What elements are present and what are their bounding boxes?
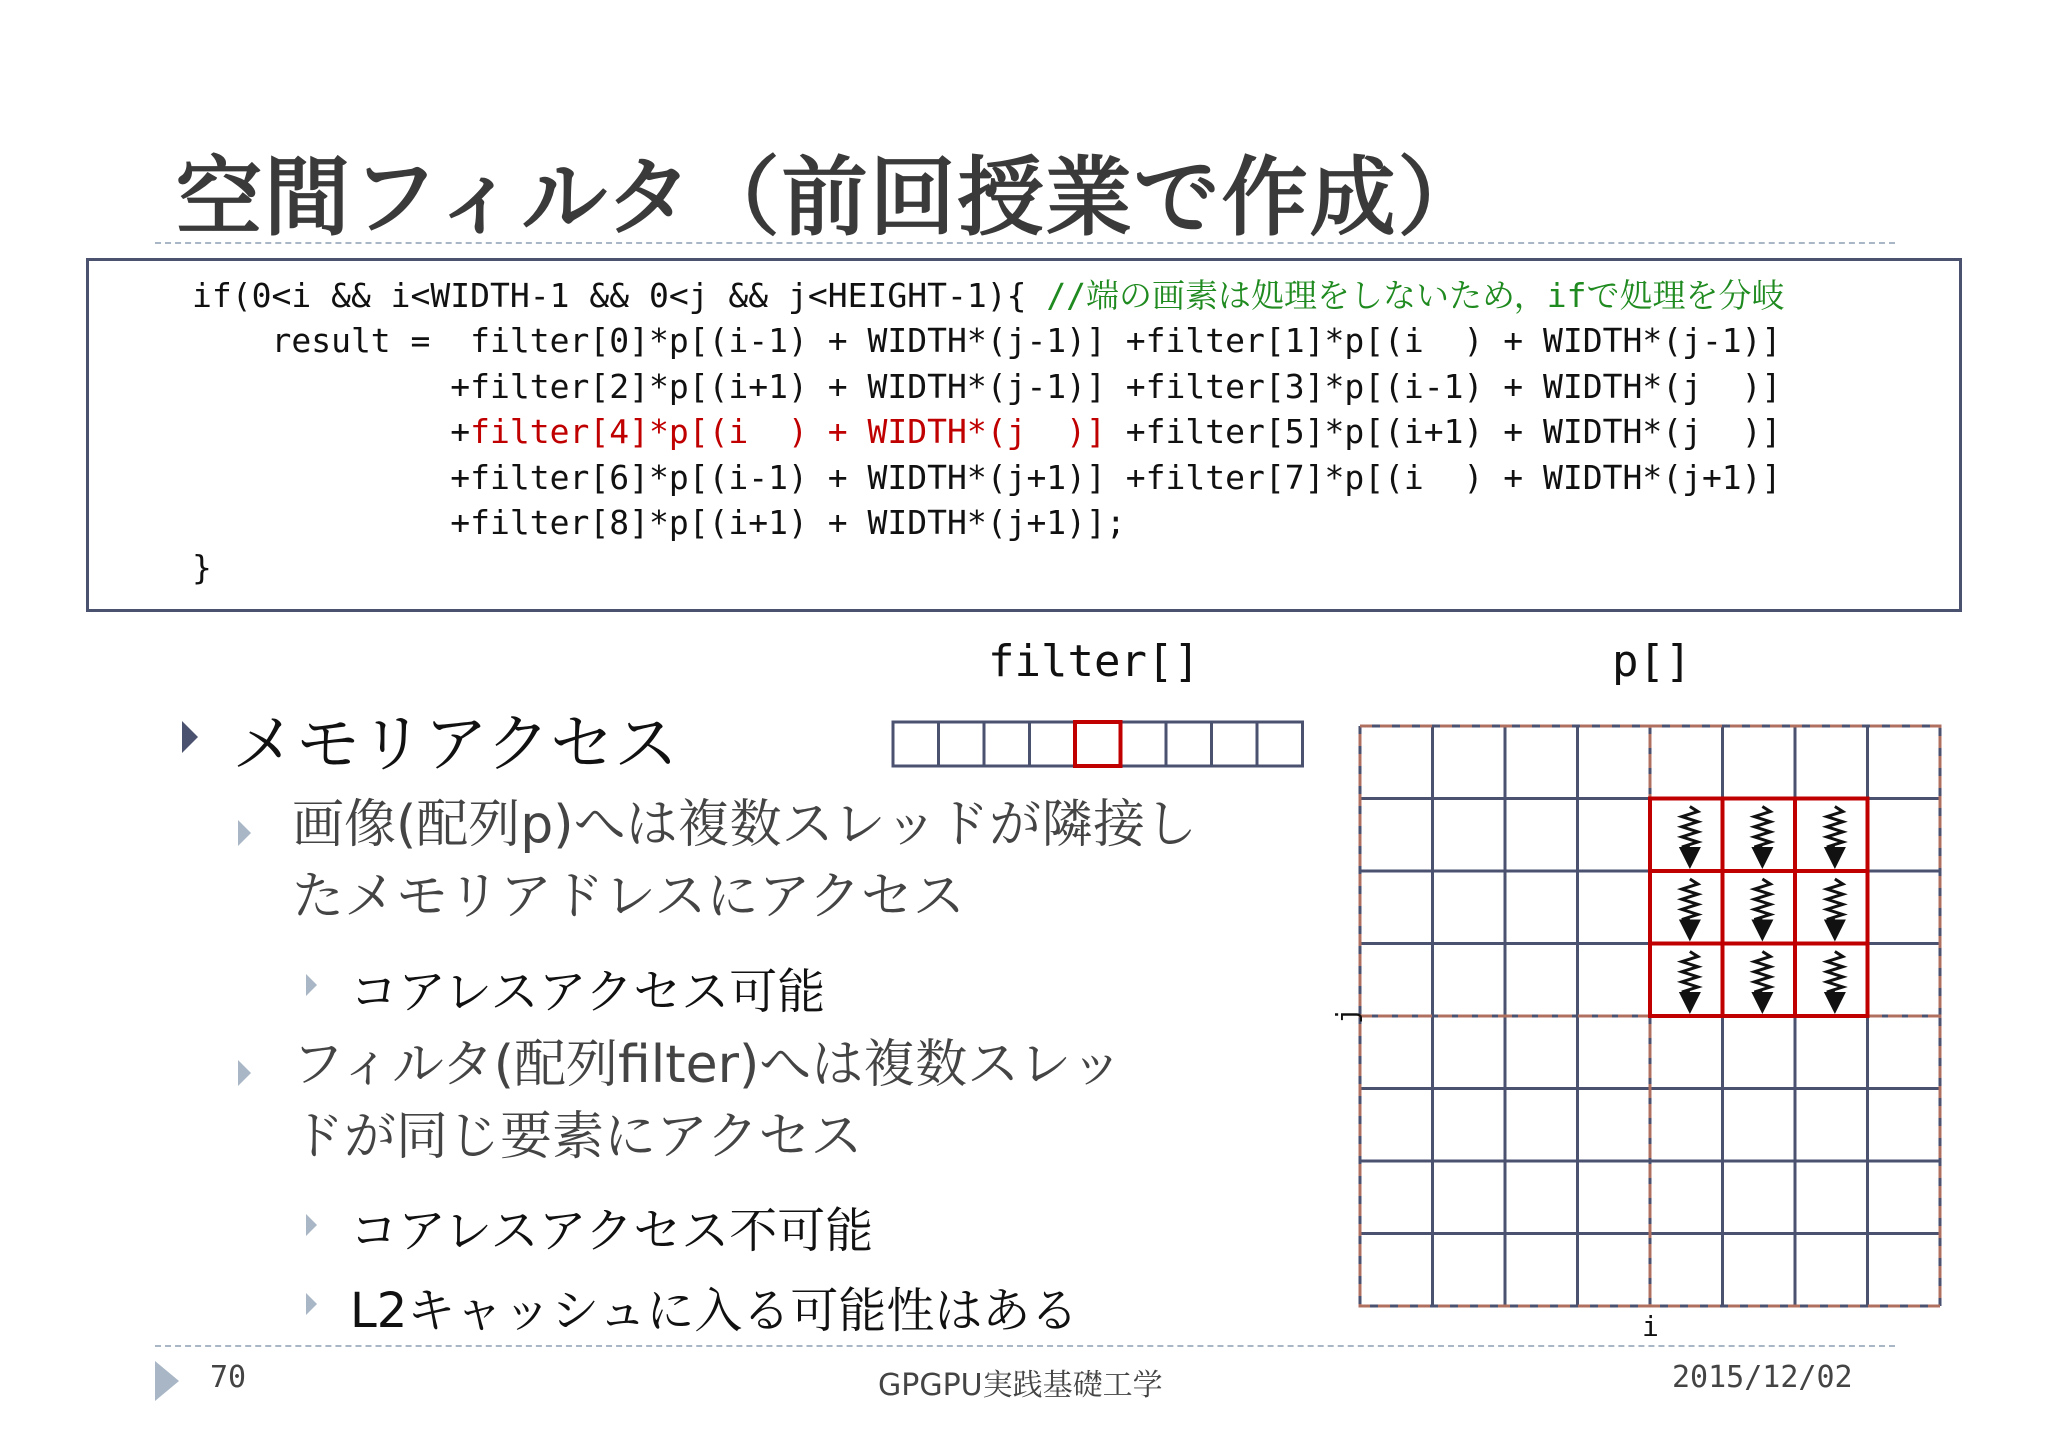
thread-arrowhead-icon [1824, 847, 1846, 869]
code-line-5: +filter[6]*p[(i-1) + WIDTH*(j+1)] +filter[7]*p[(i ) + WIDTH*(j+1)] [192, 457, 1782, 497]
thread-wave-icon [1682, 879, 1698, 920]
page-number: 70 [210, 1360, 247, 1395]
bullet-image-access-line2: たメモリアドレスにアクセス [292, 867, 965, 927]
thread-arrowhead-icon [1679, 992, 1701, 1014]
code-line-1: if(0<i && i<WIDTH-1 && 0<j && j<HEIGHT-1){ [192, 276, 1047, 315]
code-line-4-post: +filter[5]*p[(i+1) + WIDTH*(j )] [1105, 412, 1782, 452]
code-block [192, 273, 1784, 591]
slide-title: 空間フィルタ（前回授業で作成） [176, 147, 1486, 248]
sub-sub-bullet-marker-icon [306, 1293, 317, 1315]
thread-arrowhead-icon [1824, 992, 1846, 1014]
bullet-memory-access: メモリアクセス [232, 708, 679, 782]
code-highlight: filter[4]*p[(i ) + WIDTH*(j )] [470, 412, 1106, 452]
thread-wave-icon [1682, 807, 1698, 848]
title-divider [155, 242, 1895, 244]
thread-wave-icon [1754, 879, 1770, 920]
bullet-l2-cache: L2キャッシュに入る可能性はある [350, 1283, 1079, 1339]
filter-cell [939, 722, 985, 766]
slide-date: 2015/12/02 [1672, 1360, 1853, 1395]
thread-wave-icon [1827, 879, 1843, 920]
filter-cell-highlighted [1075, 722, 1121, 766]
bullet-coalesced-impossible: コアレスアクセス不可能 [350, 1203, 874, 1259]
filter-array-diagram [890, 718, 1310, 772]
sub-bullet-marker-icon [238, 820, 251, 846]
bullet-marker-icon [182, 721, 198, 753]
bullet-filter-access-line2: ドが同じ要素にアクセス [292, 1107, 863, 1167]
filter-cell [1166, 722, 1212, 766]
axis-i-label: i [1642, 1310, 1659, 1343]
filter-cell [984, 722, 1030, 766]
bullet-coalesced-possible: コアレスアクセス可能 [350, 964, 826, 1020]
sub-sub-bullet-marker-icon [306, 974, 317, 996]
filter-cell [1121, 722, 1167, 766]
p-array-diagram [1330, 718, 1970, 1348]
code-line-4-pre: + [192, 412, 471, 452]
footer-divider [155, 1345, 1895, 1347]
filter-cell [1212, 722, 1258, 766]
code-line-2: result = filter[0]*p[(i-1) + WIDTH*(j-1)] +filter[1]*p[(i ) + WIDTH*(j-1)] [192, 321, 1782, 361]
filter-array-label: filter[] [988, 636, 1200, 687]
sub-bullet-marker-icon [238, 1060, 251, 1086]
code-comment: //端の画素は処理をしないため，ifで処理を分岐 [1046, 276, 1785, 315]
code-line-7: } [192, 548, 212, 588]
thread-wave-icon [1827, 952, 1843, 993]
thread-wave-icon [1682, 952, 1698, 993]
thread-arrowhead-icon [1751, 992, 1773, 1014]
bullet-image-access-line1: 画像(配列p)へは複数スレッドが隣接し [292, 795, 1198, 855]
code-line-3: +filter[2]*p[(i+1) + WIDTH*(j-1)] +filter[3]*p[(i-1) + WIDTH*(j )] [192, 366, 1782, 406]
p-array-label: p[] [1612, 636, 1692, 687]
code-box [86, 258, 1962, 612]
thread-arrowhead-icon [1751, 847, 1773, 869]
thread-wave-icon [1754, 952, 1770, 993]
filter-cell [1257, 722, 1303, 766]
thread-arrowhead-icon [1751, 920, 1773, 942]
filter-cell [1030, 722, 1076, 766]
thread-arrowhead-icon [1824, 920, 1846, 942]
axis-j-label: j [1330, 1007, 1363, 1024]
thread-wave-icon [1827, 807, 1843, 848]
filter-cell [1075, 722, 1121, 766]
footer-marker-icon [155, 1361, 179, 1401]
thread-wave-icon [1754, 807, 1770, 848]
thread-arrowhead-icon [1679, 920, 1701, 942]
filter-cell [893, 722, 939, 766]
sub-sub-bullet-marker-icon [306, 1214, 317, 1236]
course-name: GPGPU実践基礎工学 [878, 1368, 1163, 1403]
thread-arrowhead-icon [1679, 847, 1701, 869]
code-line-6: +filter[8]*p[(i+1) + WIDTH*(j+1)]; [192, 503, 1126, 543]
bullet-filter-access-line1: フィルタ(配列filter)へは複数スレッ [292, 1035, 1123, 1095]
